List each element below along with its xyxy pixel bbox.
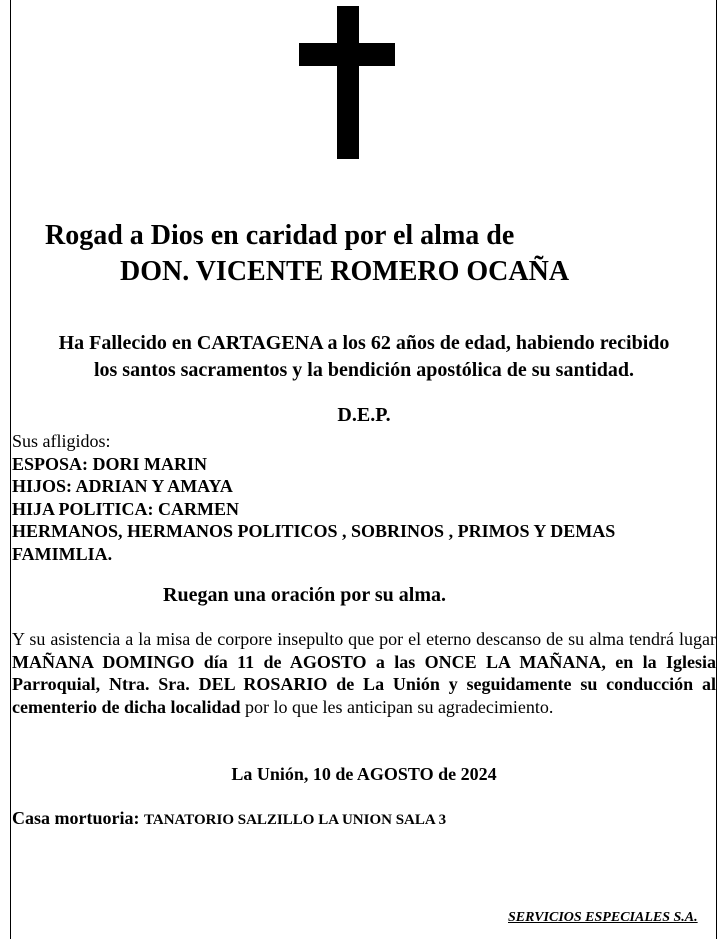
mourner-esposa: ESPOSA: DORI MARIN: [12, 453, 208, 474]
prayer-request-heading: Rogad a Dios en caridad por el alma de: [45, 220, 515, 251]
mourners-list: [12, 430, 716, 565]
prayer-text: Ruegan una oración por su alma.: [163, 584, 447, 606]
death-announcement-line-2: los santos sacramentos y la bendición apostólica de su santidad.: [93, 359, 635, 381]
mourner-otros: HERMANOS, HERMANOS POLITICOS , SOBRINOS , PRIMOS Y DEMAS FAMIMLIA.: [12, 521, 616, 564]
mourners-intro: Sus afligidos:: [12, 431, 111, 451]
frame-right-border: [716, 0, 717, 939]
mass-when: MAÑANA DOMINGO día 11 de AGOSTO a las ONCE LA MAÑANA, en la Iglesia Parroquial, Ntra. Sra. DEL ROSARIO de La Unión y seguidamente su conducción al cementerio de dicha localidad: [12, 651, 716, 717]
mourner-hija-politica: HIJA POLITICA: CARMEN: [12, 498, 240, 519]
mourner-hijos: HIJOS: ADRIAN Y AMAYA: [12, 476, 233, 496]
funeral-home: [12, 808, 716, 829]
funeral-home-label: Casa mortuoria:: [12, 808, 144, 828]
dep-text: D.E.P.: [337, 404, 391, 426]
deceased-name: DON. VICENTE ROMERO OCAÑA: [120, 256, 570, 287]
mass-closing: por lo que les anticipan su agradecimiento.: [240, 696, 554, 717]
frame-left-border: [10, 0, 11, 939]
death-announcement-line-1: Ha Fallecido en CARTAGENA a los 62 años de edad, habiendo recibido: [58, 332, 670, 354]
mass-intro: Y su asistencia a la misa de corpore insepulto que por el eterno descanso de su alma tendrá lugar: [12, 629, 716, 649]
cross-horizontal-bar: [299, 43, 395, 66]
funeral-company: SERVICIOS ESPECIALES S.A.: [508, 910, 698, 925]
mass-details: [12, 628, 716, 718]
funeral-home-value: TANATORIO SALZILLO LA UNION SALA 3: [143, 812, 447, 828]
death-announcement: [12, 330, 716, 384]
place-date: La Unión, 10 de AGOSTO de 2024: [231, 764, 497, 784]
cross-vertical-bar: [337, 6, 359, 159]
